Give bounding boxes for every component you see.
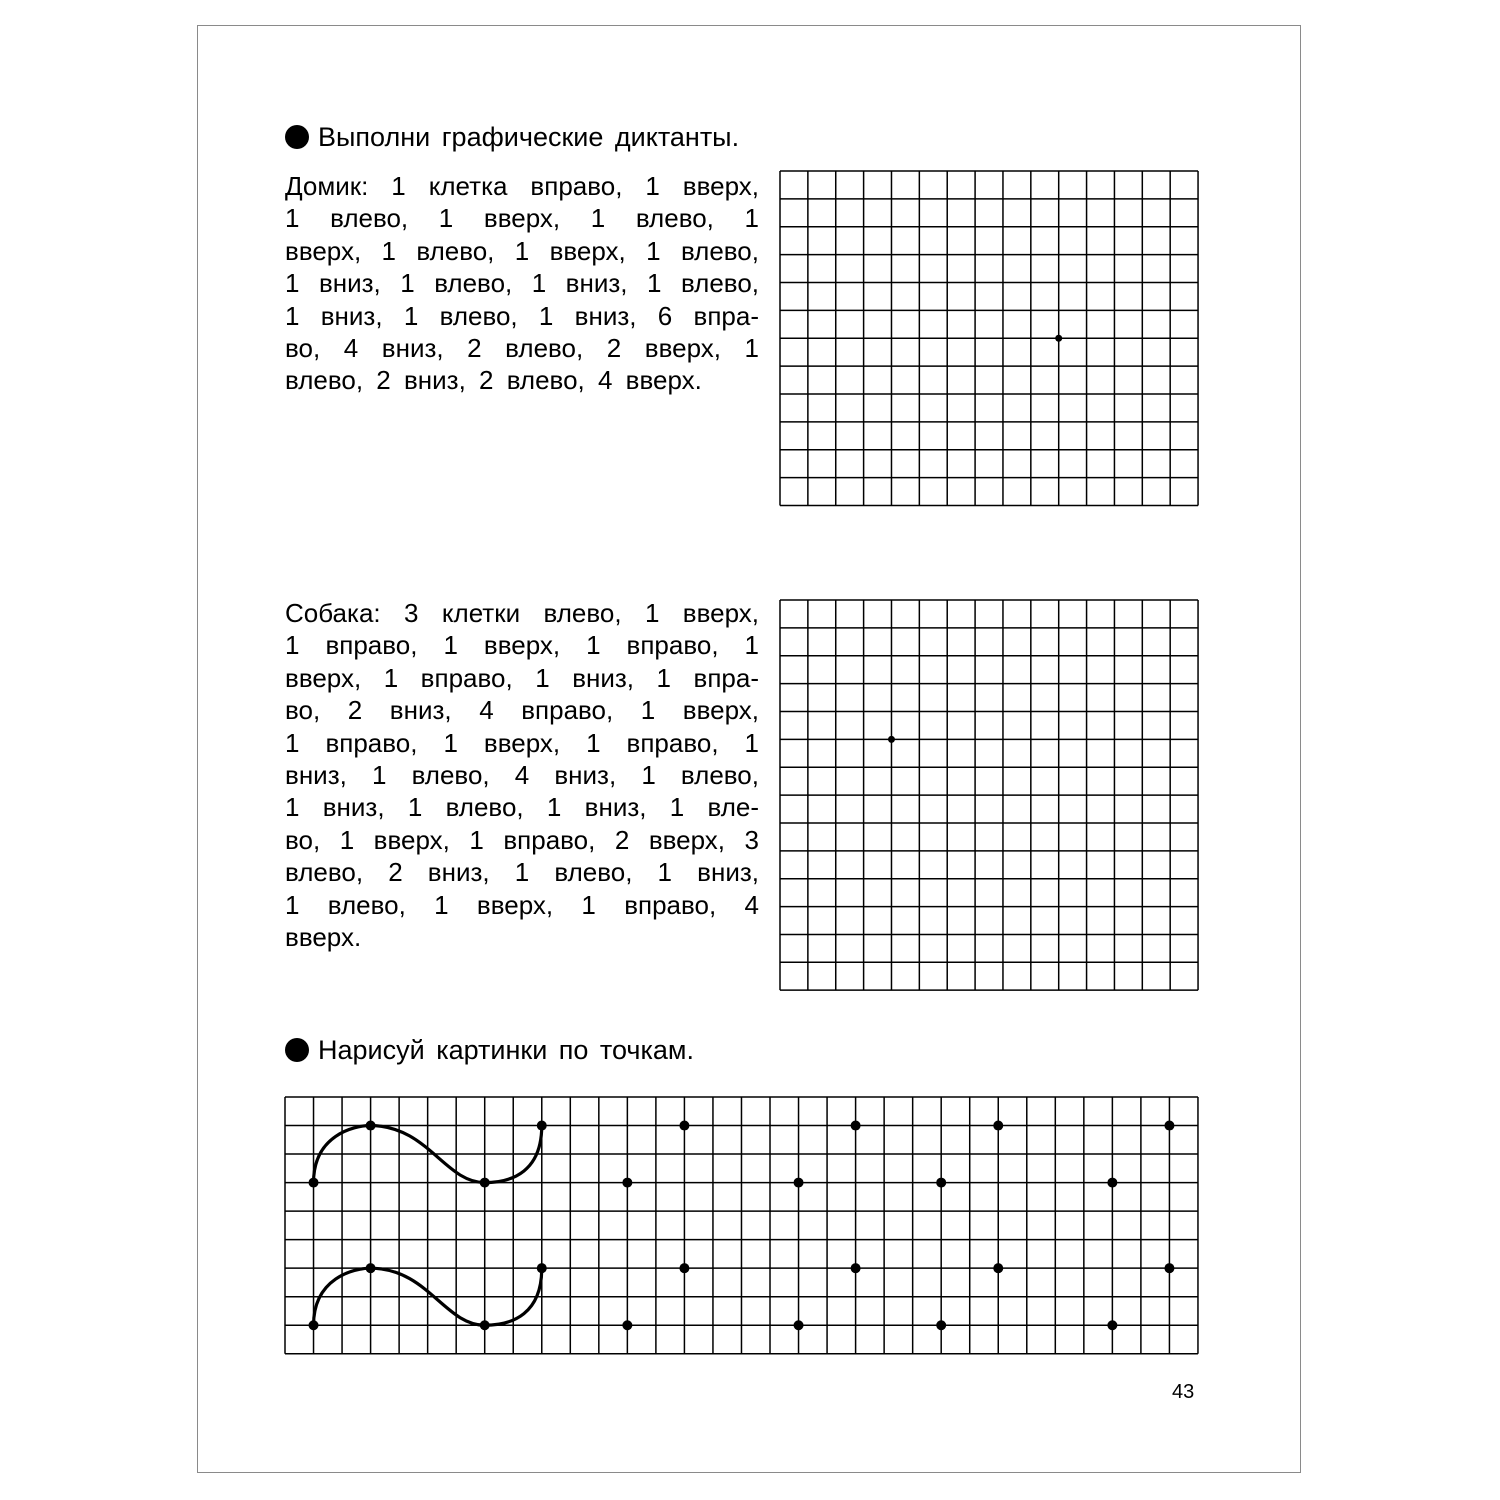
connect-dot bbox=[1164, 1263, 1174, 1273]
connect-dot bbox=[366, 1263, 376, 1273]
connect-dot bbox=[622, 1320, 632, 1330]
connect-dot bbox=[993, 1263, 1003, 1273]
connect-dot bbox=[1164, 1121, 1174, 1131]
house-line-5: 1 вниз, 1 влево, 1 вниз, 6 впра- bbox=[285, 300, 759, 331]
house-line-1: Домик: 1 клетка вправо, 1 вверх, bbox=[285, 171, 759, 201]
dog-line-1: Собака: 3 клетки влево, 1 вверх, bbox=[285, 598, 759, 628]
dog-line-6: вниз, 1 влево, 4 вниз, 1 влево, bbox=[285, 759, 759, 790]
house-line-7: влево, 2 вниз, 2 влево, 4 вверх. bbox=[285, 365, 702, 396]
dog-line-5: 1 вправо, 1 вверх, 1 вправо, 1 bbox=[285, 727, 759, 758]
page-number: 43 bbox=[1172, 1381, 1195, 1403]
connect-dot bbox=[851, 1263, 861, 1273]
connect-dot bbox=[537, 1263, 547, 1273]
house-line-3: вверх, 1 влево, 1 вверх, 1 влево, bbox=[285, 235, 759, 266]
dog-line-7: 1 вниз, 1 влево, 1 вниз, 1 вле- bbox=[285, 792, 759, 823]
dog-line-8: во, 1 вверх, 1 вправо, 2 вверх, 3 bbox=[285, 824, 759, 855]
connect-dot bbox=[1107, 1320, 1117, 1330]
dots-grid[interactable] bbox=[285, 1097, 1198, 1354]
task1-heading-text: Выполни графические диктанты. bbox=[318, 122, 740, 152]
dog-line-9: влево, 2 вниз, 1 влево, 1 вниз, bbox=[285, 857, 759, 888]
connect-dot bbox=[679, 1121, 689, 1131]
dog-start-dot bbox=[888, 736, 895, 743]
house-grid[interactable] bbox=[780, 171, 1198, 505]
connect-dot bbox=[851, 1121, 861, 1131]
connect-dot bbox=[679, 1263, 689, 1273]
connect-dot bbox=[1107, 1178, 1117, 1188]
dog-grid[interactable] bbox=[780, 600, 1198, 990]
connect-dot bbox=[936, 1320, 946, 1330]
connect-dot bbox=[309, 1178, 319, 1188]
dog-line-4: во, 2 вниз, 4 вправо, 1 вверх, bbox=[285, 695, 759, 726]
connect-dot bbox=[309, 1320, 319, 1330]
connect-dot bbox=[794, 1178, 804, 1188]
house-line-4: 1 вниз, 1 влево, 1 вниз, 1 влево, bbox=[285, 268, 759, 299]
dog-line-11: вверх. bbox=[285, 921, 362, 952]
connect-dot bbox=[366, 1121, 376, 1131]
connect-dot bbox=[622, 1178, 632, 1188]
house-start-dot bbox=[1055, 335, 1062, 342]
house-line-6: во, 4 вниз, 2 влево, 2 вверх, 1 bbox=[285, 332, 759, 363]
connect-dot bbox=[480, 1320, 490, 1330]
dog-line-2: 1 вправо, 1 вверх, 1 вправо, 1 bbox=[285, 630, 759, 661]
connect-dot bbox=[537, 1121, 547, 1131]
connect-dot bbox=[480, 1178, 490, 1188]
connect-dot bbox=[794, 1320, 804, 1330]
dog-line-3: вверх, 1 вправо, 1 вниз, 1 впра- bbox=[285, 662, 759, 693]
connect-dot bbox=[936, 1178, 946, 1188]
connect-dot bbox=[993, 1121, 1003, 1131]
task2-heading-text: Нарисуй картинки по точкам. bbox=[318, 1035, 694, 1065]
dog-line-10: 1 влево, 1 вверх, 1 вправо, 4 bbox=[285, 889, 759, 920]
house-line-2: 1 влево, 1 вверх, 1 влево, 1 bbox=[285, 203, 759, 234]
